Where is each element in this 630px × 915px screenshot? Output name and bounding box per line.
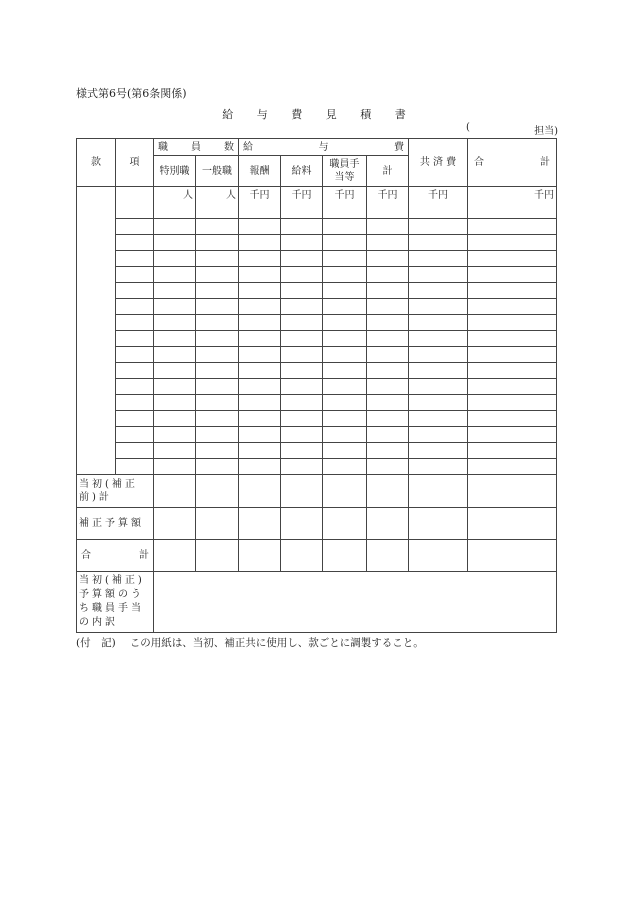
cell[interactable] — [239, 395, 281, 411]
tanto-open-paren: ( — [466, 122, 470, 133]
cell[interactable] — [281, 475, 323, 508]
cell[interactable] — [239, 475, 281, 508]
breakdown-label: 当初(補正)予算額のうち職員手当の内訳 — [77, 572, 154, 633]
cell[interactable] — [323, 363, 367, 379]
cell[interactable] — [281, 331, 323, 347]
unit-general[interactable]: 人 — [196, 187, 239, 219]
footnote-label: (付 記) — [76, 637, 116, 649]
cell[interactable] — [281, 347, 323, 363]
cell[interactable] — [323, 235, 367, 251]
cell[interactable] — [367, 540, 409, 572]
cell[interactable] — [196, 459, 239, 475]
cell[interactable] — [323, 331, 367, 347]
cell[interactable] — [409, 508, 468, 540]
header-mutual-aid: 共 済 費 — [409, 139, 468, 187]
salary-estimate-table — [76, 138, 557, 633]
cell[interactable] — [281, 235, 323, 251]
cell[interactable] — [468, 508, 557, 540]
cell[interactable] — [367, 459, 409, 475]
kou-cell[interactable] — [116, 395, 154, 411]
cell[interactable] — [154, 299, 196, 315]
cell[interactable] — [367, 283, 409, 299]
kou-cell[interactable] — [116, 379, 154, 395]
cell[interactable] — [196, 267, 239, 283]
cell[interactable] — [154, 251, 196, 267]
cell[interactable] — [367, 443, 409, 459]
cell[interactable] — [281, 379, 323, 395]
cell[interactable] — [323, 427, 367, 443]
cell[interactable] — [323, 395, 367, 411]
cell[interactable] — [468, 347, 557, 363]
kou-cell[interactable] — [116, 187, 154, 219]
cell[interactable] — [196, 315, 239, 331]
cell[interactable] — [196, 379, 239, 395]
cell[interactable] — [154, 475, 196, 508]
table-row — [77, 267, 557, 283]
cell[interactable] — [239, 427, 281, 443]
cell[interactable] — [323, 508, 367, 540]
cell[interactable] — [409, 540, 468, 572]
header-salary — [239, 139, 409, 156]
cell[interactable] — [468, 363, 557, 379]
table-row — [77, 443, 557, 459]
cell[interactable] — [409, 283, 468, 299]
label-part: 与 — [318, 141, 329, 153]
cell[interactable] — [468, 315, 557, 331]
cell[interactable] — [239, 283, 281, 299]
cell[interactable] — [281, 267, 323, 283]
cell[interactable] — [409, 267, 468, 283]
cell[interactable] — [367, 508, 409, 540]
table-row — [77, 283, 557, 299]
table-row — [77, 379, 557, 395]
table-row — [77, 235, 557, 251]
header-remuneration: 報酬 — [239, 156, 281, 187]
cell[interactable] — [323, 443, 367, 459]
cell[interactable] — [468, 475, 557, 508]
cell[interactable] — [196, 331, 239, 347]
cell[interactable] — [281, 459, 323, 475]
table-row — [77, 251, 557, 267]
cell[interactable] — [323, 251, 367, 267]
table-row — [77, 395, 557, 411]
cell[interactable] — [154, 540, 196, 572]
header-staff-count — [154, 139, 239, 156]
cell[interactable] — [239, 347, 281, 363]
cell[interactable] — [154, 363, 196, 379]
kou-cell[interactable] — [116, 219, 154, 235]
cell[interactable] — [409, 459, 468, 475]
cell[interactable] — [468, 540, 557, 572]
cell[interactable] — [323, 475, 367, 508]
cell[interactable] — [468, 459, 557, 475]
cell[interactable] — [281, 363, 323, 379]
cell[interactable] — [154, 508, 196, 540]
kou-cell[interactable] — [116, 251, 154, 267]
cell[interactable] — [468, 235, 557, 251]
cell[interactable] — [154, 347, 196, 363]
header-special-staff: 特別職 — [154, 156, 196, 187]
cell[interactable] — [281, 411, 323, 427]
cell[interactable] — [468, 379, 557, 395]
cell[interactable] — [367, 395, 409, 411]
cell[interactable] — [281, 299, 323, 315]
table-row — [77, 299, 557, 315]
cell[interactable] — [409, 235, 468, 251]
cell[interactable] — [239, 315, 281, 331]
cell[interactable] — [196, 475, 239, 508]
table-row — [77, 331, 557, 347]
label-part: 給 — [243, 141, 253, 153]
header-general-staff: 一般職 — [196, 156, 239, 187]
cell[interactable] — [367, 299, 409, 315]
kou-cell[interactable] — [116, 347, 154, 363]
cell[interactable] — [154, 427, 196, 443]
cell[interactable] — [154, 379, 196, 395]
cell[interactable] — [468, 219, 557, 235]
cell[interactable] — [367, 251, 409, 267]
cell[interactable] — [323, 459, 367, 475]
cell[interactable] — [323, 299, 367, 315]
cell[interactable] — [367, 379, 409, 395]
cell[interactable] — [409, 475, 468, 508]
cell[interactable] — [196, 508, 239, 540]
label-part: 数 — [224, 141, 234, 153]
summary-label-total — [77, 540, 154, 572]
table-row — [77, 427, 557, 443]
unit-special[interactable]: 人 — [154, 187, 196, 219]
table-row — [77, 459, 557, 475]
kou-cell[interactable] — [116, 267, 154, 283]
kou-cell[interactable] — [116, 411, 154, 427]
cell[interactable] — [323, 315, 367, 331]
cell[interactable] — [196, 235, 239, 251]
cell[interactable] — [239, 411, 281, 427]
form-number: 様式第6号(第6条関係) — [76, 87, 187, 100]
cell[interactable] — [323, 283, 367, 299]
cell[interactable] — [196, 363, 239, 379]
cell[interactable] — [367, 347, 409, 363]
cell[interactable] — [196, 395, 239, 411]
cell[interactable] — [281, 283, 323, 299]
cell[interactable] — [409, 427, 468, 443]
cell[interactable] — [468, 331, 557, 347]
cell[interactable] — [323, 411, 367, 427]
cell[interactable] — [409, 395, 468, 411]
cell[interactable] — [409, 331, 468, 347]
cell[interactable] — [239, 508, 281, 540]
cell[interactable] — [154, 459, 196, 475]
cell[interactable] — [196, 411, 239, 427]
table-row — [77, 363, 557, 379]
kou-cell[interactable] — [116, 235, 154, 251]
cell[interactable] — [239, 219, 281, 235]
kan-cell[interactable] — [77, 187, 116, 475]
cell[interactable] — [281, 315, 323, 331]
unit-pay[interactable]: 千円 — [281, 187, 323, 219]
cell[interactable] — [154, 315, 196, 331]
cell[interactable] — [281, 443, 323, 459]
cell[interactable] — [409, 347, 468, 363]
cell[interactable] — [468, 443, 557, 459]
cell[interactable] — [196, 427, 239, 443]
cell[interactable] — [323, 219, 367, 235]
header-salary-subtotal: 計 — [367, 156, 409, 187]
cell[interactable] — [468, 267, 557, 283]
footnote — [76, 635, 424, 650]
cell[interactable] — [239, 443, 281, 459]
header-kou: 項 — [116, 139, 154, 187]
kou-cell[interactable] — [116, 331, 154, 347]
cell[interactable] — [196, 251, 239, 267]
header-total — [468, 139, 557, 187]
header-pay: 給料 — [281, 156, 323, 187]
cell[interactable] — [196, 283, 239, 299]
label-part: 合 — [81, 550, 91, 561]
table-row — [77, 315, 557, 331]
cell[interactable] — [154, 443, 196, 459]
cell[interactable] — [239, 331, 281, 347]
label-part: 費 — [394, 141, 404, 153]
cell[interactable] — [154, 235, 196, 251]
cell[interactable] — [323, 540, 367, 572]
cell[interactable] — [323, 267, 367, 283]
cell[interactable] — [468, 299, 557, 315]
unit-total[interactable]: 千円 — [468, 187, 557, 219]
label-part: 計 — [540, 157, 550, 168]
table-row — [77, 411, 557, 427]
cell[interactable] — [281, 251, 323, 267]
cell[interactable] — [367, 427, 409, 443]
cell[interactable] — [468, 395, 557, 411]
label-part: 員 — [191, 141, 201, 153]
cell[interactable] — [154, 219, 196, 235]
cell[interactable] — [196, 347, 239, 363]
cell[interactable] — [239, 267, 281, 283]
cell[interactable] — [154, 331, 196, 347]
cell[interactable] — [239, 379, 281, 395]
cell[interactable] — [281, 427, 323, 443]
cell[interactable] — [409, 219, 468, 235]
unit-mutual-aid[interactable]: 千円 — [409, 187, 468, 219]
cell[interactable] — [239, 540, 281, 572]
cell[interactable] — [409, 363, 468, 379]
cell[interactable] — [196, 540, 239, 572]
cell[interactable] — [281, 219, 323, 235]
label-part: 合 — [474, 157, 484, 168]
label-part: 職 — [158, 141, 168, 153]
cell[interactable] — [367, 363, 409, 379]
table-row — [77, 219, 557, 235]
document-title: 給 与 費 見 積 書 — [222, 108, 416, 121]
kou-cell[interactable] — [116, 283, 154, 299]
kou-cell[interactable] — [116, 315, 154, 331]
cell[interactable] — [468, 411, 557, 427]
header-allowance: 職員手当等 — [323, 156, 367, 187]
kou-cell[interactable] — [116, 299, 154, 315]
unit-remuneration[interactable]: 千円 — [239, 187, 281, 219]
cell[interactable] — [239, 459, 281, 475]
cell[interactable] — [468, 283, 557, 299]
cell[interactable] — [367, 331, 409, 347]
cell[interactable] — [367, 315, 409, 331]
kou-cell[interactable] — [116, 443, 154, 459]
table-row — [77, 347, 557, 363]
person-in-charge — [466, 122, 558, 137]
cell[interactable] — [367, 235, 409, 251]
cell[interactable] — [409, 251, 468, 267]
cell[interactable] — [154, 267, 196, 283]
breakdown-content[interactable] — [154, 572, 557, 633]
kou-cell[interactable] — [116, 427, 154, 443]
cell[interactable] — [154, 283, 196, 299]
cell[interactable] — [196, 299, 239, 315]
cell[interactable] — [409, 411, 468, 427]
cell[interactable] — [468, 251, 557, 267]
cell[interactable] — [281, 540, 323, 572]
cell[interactable] — [196, 219, 239, 235]
cell[interactable] — [468, 427, 557, 443]
header-kan: 款 — [77, 139, 116, 187]
cell[interactable] — [154, 395, 196, 411]
unit-subtotal[interactable]: 千円 — [367, 187, 409, 219]
cell[interactable] — [367, 411, 409, 427]
cell[interactable] — [367, 267, 409, 283]
cell[interactable] — [367, 475, 409, 508]
summary-label-supplementary: 補正予算額 — [77, 508, 154, 540]
cell[interactable] — [154, 411, 196, 427]
cell[interactable] — [239, 363, 281, 379]
cell[interactable] — [409, 379, 468, 395]
footnote-text: この用紙は、当初、補正共に使用し、款ごとに調製すること。 — [129, 637, 424, 649]
cell[interactable] — [281, 395, 323, 411]
cell[interactable] — [323, 379, 367, 395]
summary-label-initial: 当初(補正前)計 — [77, 475, 154, 508]
kou-cell[interactable] — [116, 459, 154, 475]
cell[interactable] — [281, 508, 323, 540]
tanto-label: 担当) — [534, 126, 558, 137]
cell[interactable] — [239, 235, 281, 251]
label-part: 計 — [139, 550, 149, 561]
cell[interactable] — [196, 443, 239, 459]
cell[interactable] — [367, 219, 409, 235]
cell[interactable] — [409, 443, 468, 459]
cell[interactable] — [239, 299, 281, 315]
cell[interactable] — [239, 251, 281, 267]
cell[interactable] — [409, 315, 468, 331]
cell[interactable] — [409, 299, 468, 315]
unit-allowance[interactable]: 千円 — [323, 187, 367, 219]
cell[interactable] — [323, 347, 367, 363]
kou-cell[interactable] — [116, 363, 154, 379]
